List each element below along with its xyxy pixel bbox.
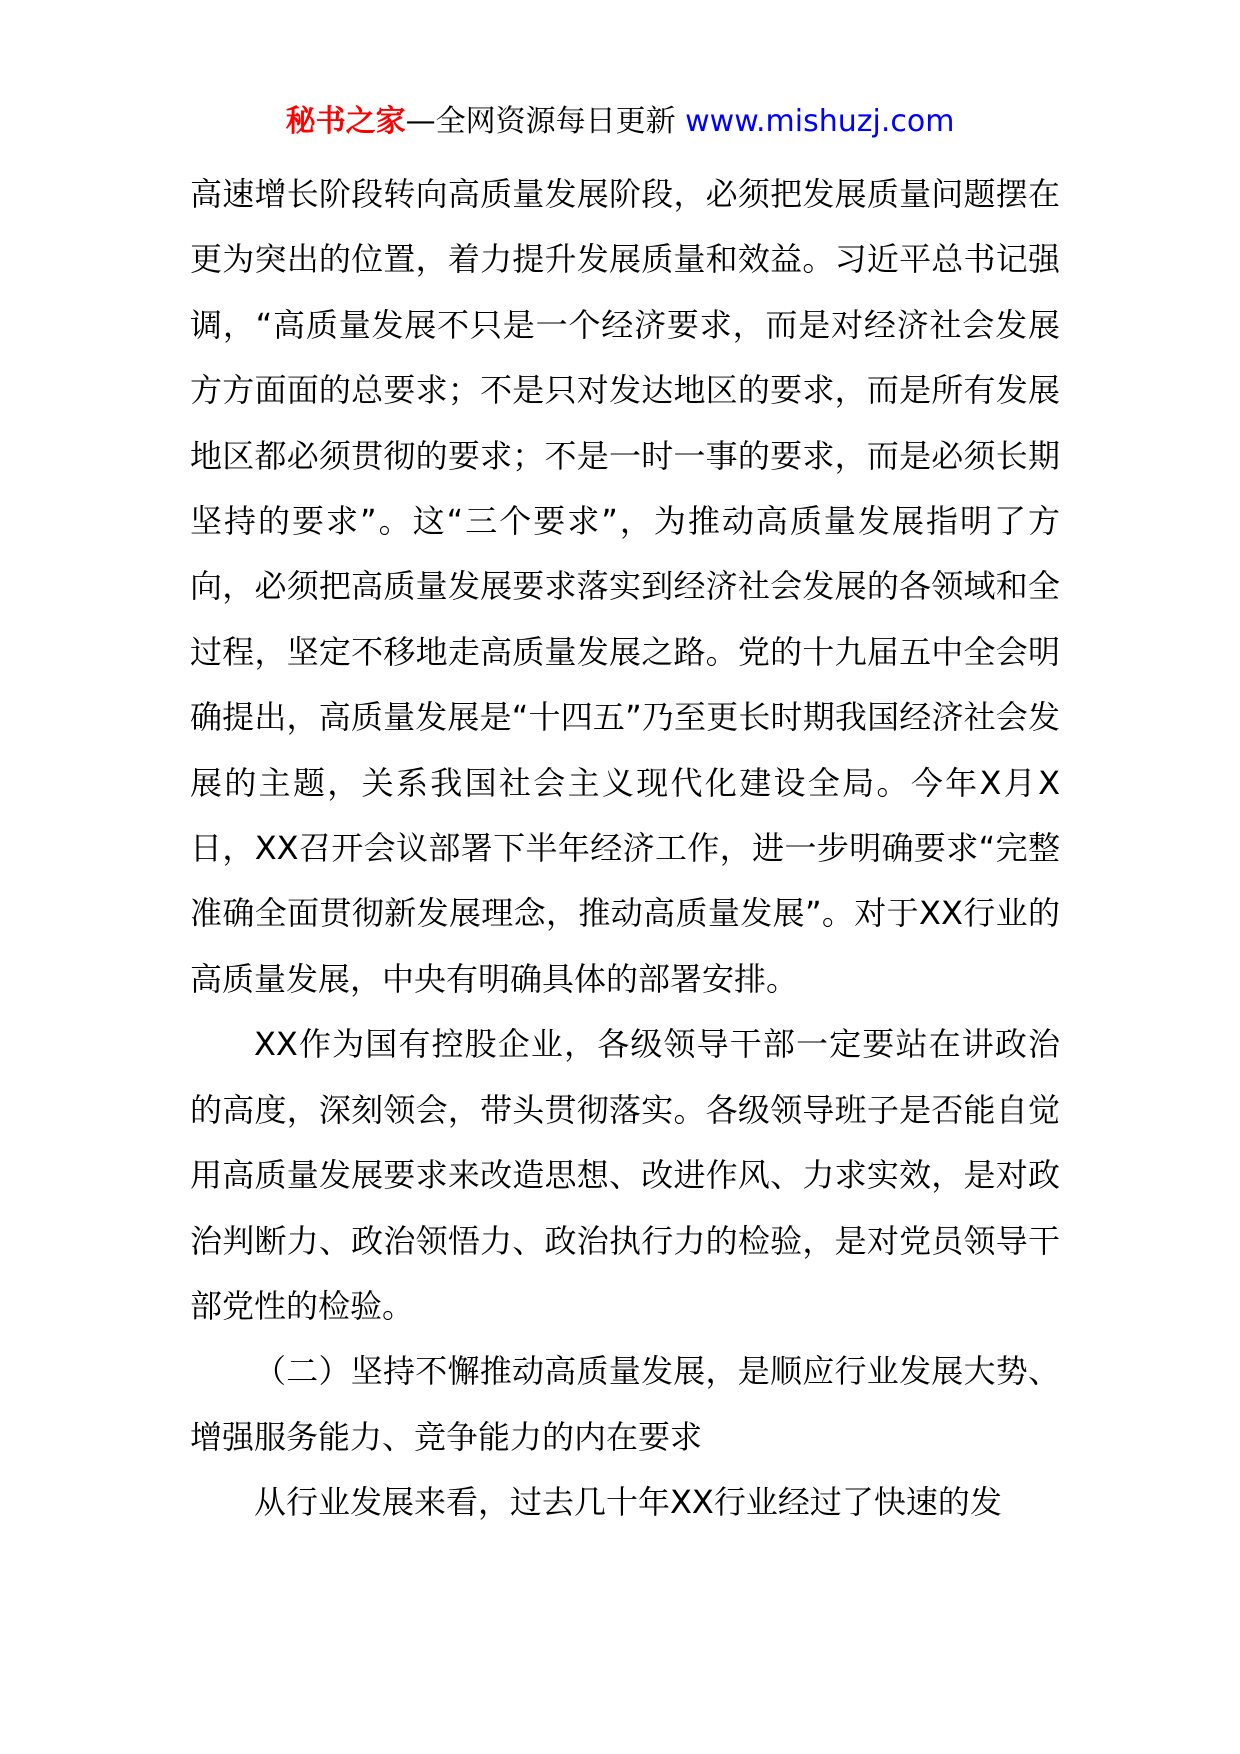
paragraph-2: XX作为国有控股企业，各级领导干部一定要站在讲政治的高度，深刻领会，带头贯彻落实。各级领导班子是否能自觉用高质量发展要求来改造思想、改进作风、力求实效，是对政治判断力、政治领悟力、政治执行力的检验，是对党员领导干部党性的检验。: [190, 1025, 1060, 1325]
brand-name: 秘书之家: [285, 104, 406, 139]
document-body: [190, 162, 1060, 1536]
paragraph-1: 高速增长阶段转向高质量发展阶段，必须把发展质量问题摆在更为突出的位置，着力提升发展质量和效益。习近平总书记强调，“高质量发展不只是一个经济要求，而是对经济社会发展方方面面的总要求；不是只对发达地区的要求，而是所有发展地区都必须贯彻的要求；不是一时一事的要求，而是必须长期坚持的要求”。这“三个要求”，为推动高质量发展指明了方向，必须把高质量发展要求落实到经济社会发展的各领域和全过程，坚定不移地走高质量发展之路。党的十九届五中全会明确提出，高质量发展是“十四五”乃至更长时期我国经济社会发展的主题，关系我国社会主义现代化建设全局。今年X月X日，XX召开会议部署下半年经济工作，进一步明确要求“完整准确全面贯彻新发展理念，推动高质量发展”。对于XX行业的高质量发展，中央有明确具体的部署安排。: [190, 175, 1060, 998]
header-tagline: —全网资源每日更新: [405, 104, 676, 139]
site-url-link[interactable]: www.mishuzj.com: [685, 104, 955, 139]
section-heading: （二）坚持不懈推动高质量发展，是顺应行业发展大势、增强服务能力、竞争能力的内在要求: [190, 1352, 1060, 1456]
page-header: [0, 100, 1240, 144]
paragraph-3: 从行业发展来看，过去几十年XX行业经过了快速的发: [254, 1483, 1002, 1522]
